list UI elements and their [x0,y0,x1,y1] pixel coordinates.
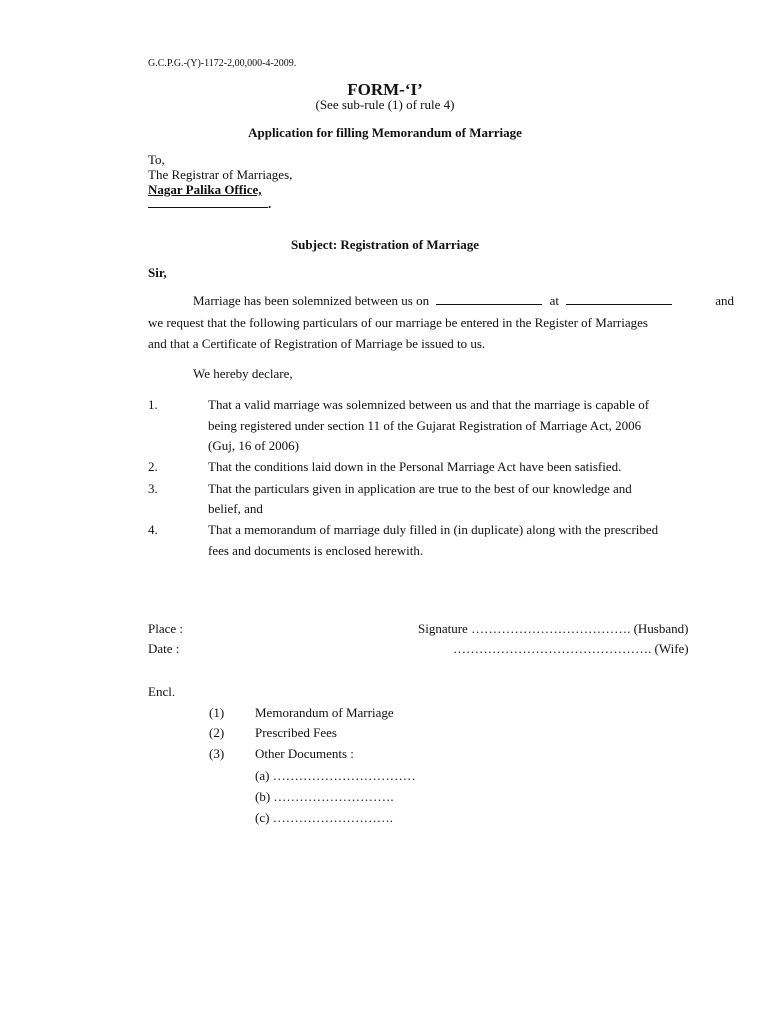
application-title: Application for filling Memorandum of Marriage [248,125,522,140]
address-line-end: . [268,196,272,211]
other-document-c [255,810,393,826]
body-line-3: and that a Certificate of Registration of Marriage be issued to us. [148,336,486,351]
other-document-b [255,789,394,805]
marriage-place-blank[interactable] [566,293,672,305]
other-document-c-field[interactable]: ………………………. [272,810,393,825]
salutation: Sir, [148,265,167,280]
body-line-2: we request that the following particulars of our marriage be entered in the Register of Marriages [148,315,648,330]
sub-rule-note: (See sub-rule (1) of rule 4) [315,97,455,112]
enclosure-3-number: (3) [209,746,225,761]
place-label: Place : [148,621,184,636]
subject-line: Subject: Registration of Marriage [290,237,480,252]
enclosure-1-text: Memorandum of Marriage [255,705,394,720]
other-document-b-field[interactable]: ………………………. [273,789,394,804]
declaration-2-number: 2. [148,459,158,474]
address-registrar: The Registrar of Marriages, [148,167,293,182]
declaration-1-number: 1. [148,397,158,412]
other-document-a-label: (a) [255,768,270,783]
signature-label: Signature [418,621,468,636]
form-title: FORM-‘I’ [347,80,423,99]
body-line-1-and: and [715,293,734,308]
husband-label: (Husband) [633,621,689,636]
declaration-3-number: 3. [148,481,158,496]
marriage-date-blank[interactable] [436,293,542,305]
declaration-1-line-2: being registered under section 11 of the Gujarat Registration of Marriage Act, 2006 [208,418,642,433]
address-office: Nagar Palika Office, [148,182,262,197]
other-document-a-field[interactable]: …………………………… [272,768,416,783]
body-line-1-text: Marriage has been solemnized between us on [193,293,430,308]
husband-signature-field[interactable]: ………………………………. [471,621,631,636]
other-document-b-label: (b) [255,789,271,804]
wife-signature-row [453,641,689,657]
declaration-4-line-1: That a memorandum of marriage duly filled in (in duplicate) along with the prescribed [208,522,659,537]
address-city-blank[interactable] [148,196,268,208]
address-blank-line [148,196,271,212]
date-label: Date : [148,641,180,656]
declaration-4-number: 4. [148,522,158,537]
declaration-4-line-2: fees and documents is enclosed herewith. [208,543,424,558]
enclosure-1-number: (1) [209,705,225,720]
declaration-2-line-1: That the conditions laid down in the Personal Marriage Act have been satisfied. [208,459,622,474]
declaration-1-line-3: (Guj, 16 of 2006) [208,438,299,453]
enclosures-label: Encl. [148,684,176,699]
declaration-3-line-1: That the particulars given in application are true to the best of our knowledge and [208,481,632,496]
address-to: To, [148,152,165,167]
declaration-3-line-2: belief, and [208,501,263,516]
body-line-1 [193,293,734,309]
declaration-1-line-1: That a valid marriage was solemnized between us and that the marriage is capable of [208,397,650,412]
wife-signature-field[interactable]: ………………………………………. [453,641,652,656]
other-document-c-label: (c) [255,810,270,825]
enclosure-2-text: Prescribed Fees [255,725,337,740]
form-reference-code: G.C.P.G.-(Y)-1172-2,00,000-4-2009. [148,58,297,69]
other-document-a [255,768,416,784]
enclosure-2-number: (2) [209,725,225,740]
husband-signature-row [418,621,688,637]
wife-label: (Wife) [654,641,689,656]
enclosure-3-text: Other Documents : [255,746,354,761]
declare-intro: We hereby declare, [193,366,293,381]
body-line-1-at: at [549,293,559,308]
